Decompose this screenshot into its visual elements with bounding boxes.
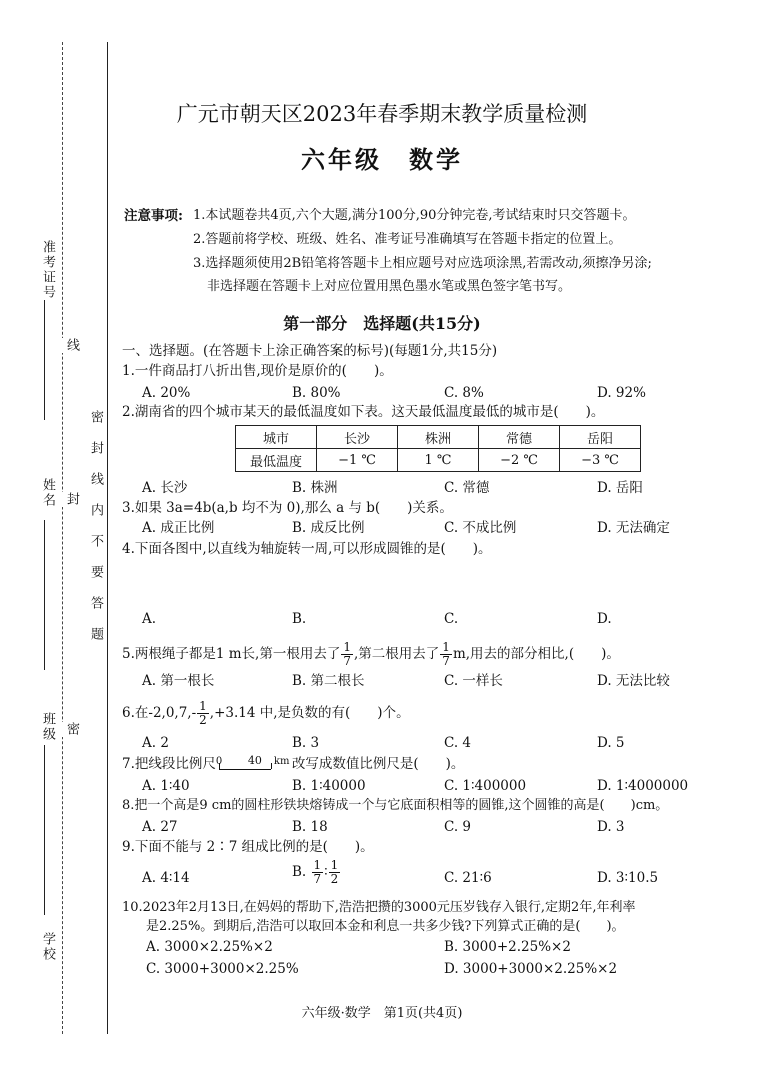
page-footer: 六年级·数学 第1页(共4页) [301,1006,463,1021]
q6-text-a: 6.在-2,0,7,- [122,705,197,721]
table-cell: −2 ℃ [479,449,560,472]
q7-option-c: C. 1∶400000 [444,778,527,794]
table-cell: 最低温度 [236,449,317,472]
q6-text-b: ,+3.14 中,是负数的有( )个。 [209,705,410,721]
q6-option-c: C. 4 [444,735,472,751]
notice-line-2: 2.答题前将学校、班级、姓名、准考证号准确填写在答题卡指定的位置上。 [193,232,622,247]
q4-stem: 4.下面各图中,以直线为轴旋转一周,可以形成圆锥的是( )。 [122,541,492,557]
q1-option-c: C. 8% [444,385,484,401]
q9-stem: 9.下面不能与 2∶7 组成比例的是( )。 [122,839,374,855]
q4-option-d: D. [597,611,612,627]
q7-text-b: 改写成数值比例尺是( )。 [291,756,465,772]
fraction: $\frac{1}{2}$ [330,858,339,886]
fraction: $\frac{1}{7}$ [442,640,450,668]
q8-option-b: B. 18 [292,819,328,835]
table-header: 常德 [479,426,560,449]
q8-stem: 8.把一个高是9 cm的圆柱形铁块熔铸成一个与它底面积相等的圆锥,这个圆锥的高是( )cm。 [122,798,669,813]
q9-option-c: C. 21∶6 [444,870,492,886]
q8-option-d: D. 3 [597,819,625,835]
q6-option-b: B. 3 [292,735,320,751]
q5-text-c: m,用去的部分相比,( )。 [452,646,620,662]
q8-option-a: A. 27 [142,819,178,835]
q5-text-b: ,第二根用去了 [354,646,440,662]
q6-stem [122,699,410,727]
q5-option-c: C. 一样长 [444,673,503,689]
q3-option-c: C. 不成比例 [444,520,517,536]
q4-option-a: A. [142,611,157,627]
q5-option-d: D. 无法比较 [597,673,670,689]
class-blank [44,745,46,915]
table-header: 城市 [236,426,317,449]
seal-mi: 密 [64,722,79,737]
school-label: 学校 [40,932,55,962]
q5-text-a: 5.两根绳子都是1 m长,第一根用去了 [122,646,341,662]
q10-option-c: C. 3000+3000×2.25% [146,961,299,977]
q2-option-b: B. 株洲 [292,480,338,496]
binding-solid-line [107,42,108,1034]
q4-option-b: B. [292,611,307,627]
q6-option-a: A. 2 [142,735,169,751]
q5-stem [122,640,620,668]
q4-option-c: C. [444,611,459,627]
q1-stem: 1.一件商品打八折出售,现价是原价的( )。 [122,363,393,379]
table-header: 株洲 [398,426,479,449]
q2-stem: 2.湖南省的四个城市某天的最低温度如下表。这天最低温度最低的城市是( )。 [122,404,605,420]
binding-dashed-line [62,42,63,1034]
temperature-table [235,425,641,472]
q2-option-c: C. 常德 [444,480,490,496]
exam-title: 广元市朝天区2023年春季期末教学质量检测 [176,102,588,126]
q10-option-d: D. 3000+3000×2.25%×2 [444,961,618,977]
q9-option-b: B. $\frac{1}{7}$ ∶ $\frac{1}{2}$ [292,858,339,886]
q10-option-b: B. 3000+2.25%×2 [444,939,571,955]
q2-option-d: D. 岳阳 [597,480,643,496]
name-blank [44,520,46,670]
q3-option-b: B. 成反比例 [292,520,365,536]
q9-option-d: D. 3∶10.5 [597,870,659,886]
table-header: 岳阳 [560,426,641,449]
q1-option-b: B. 80% [292,385,341,401]
table-row [236,449,641,472]
class-label: 班级 [40,712,55,742]
table-cell: −3 ℃ [560,449,641,472]
q8-option-c: C. 9 [444,819,472,835]
line-scale: 0 40 km [216,755,292,773]
notice-label: 注意事项: [124,208,183,224]
q7-option-d: D. 1∶4000000 [597,778,689,794]
seal-feng: 封 [64,492,79,507]
exam-id-label: 准考证号 [40,240,55,300]
q7-text-a: 7.把线段比例尺 [122,756,216,772]
q10-option-a: A. 3000×2.25%×2 [146,939,273,955]
fraction: $\frac{1}{7}$ [313,858,322,886]
notice-line-3: 3.选择题须使用2B铅笔将答题卡上相应题号对应选项涂黑,若需改动,须擦净另涂; [193,256,652,271]
q9-option-a: A. 4∶14 [142,870,190,886]
q1-option-d: D. 92% [597,385,646,401]
q1-option-a: A. 20% [142,385,191,401]
q6-option-d: D. 5 [597,735,625,751]
notice-line-4: 非选择题在答题卡上对应位置用黑色墨水笔或黑色签字笔书写。 [207,279,572,294]
q5-option-b: B. 第二根长 [292,673,365,689]
q7-option-a: A. 1∶40 [142,778,190,794]
table-cell: −1 ℃ [317,449,398,472]
exam-subtitle: 六年级 数学 [301,145,463,174]
section-title: 第一部分 选择题(共15分) [283,314,481,333]
q10-stem-line-1: 10.2023年2月13日,在妈妈的帮助下,浩浩把攒的3000元压岁钱存入银行,定期2年,年利率 [122,900,636,915]
q3-option-d: D. 无法确定 [597,520,670,536]
fraction: $\frac{1}{7}$ [343,640,351,668]
q10-stem-line-2: 是2.25%。到期后,浩浩可以取回本金和利息一共多少钱?下列算式正确的是( )。 [146,919,625,934]
q7-option-b: B. 1∶40000 [292,778,366,794]
q7-stem [122,755,464,773]
q3-option-a: A. 成正比例 [142,520,215,536]
seal-xian: 线 [64,338,79,353]
table-row [236,426,641,449]
fraction: $\frac{1}{2}$ [199,699,207,727]
table-header: 长沙 [317,426,398,449]
name-label: 姓名 [40,478,55,508]
q2-option-a: A. 长沙 [142,480,188,496]
section-heading: 一、选择题。(在答题卡上涂正确答案的标号)(每题1分,共15分) [122,343,498,359]
q5-option-a: A. 第一根长 [142,673,215,689]
notice-line-1: 1.本试题卷共4页,六个大题,满分100分,90分钟完卷,考试结束时只交答题卡。 [193,208,636,223]
table-cell: 1 ℃ [398,449,479,472]
seal-notice: 密封线内不要答题 [88,410,103,658]
q3-stem: 3.如果 3a=4b(a,b 均不为 0),那么 a 与 b( )关系。 [122,500,453,516]
